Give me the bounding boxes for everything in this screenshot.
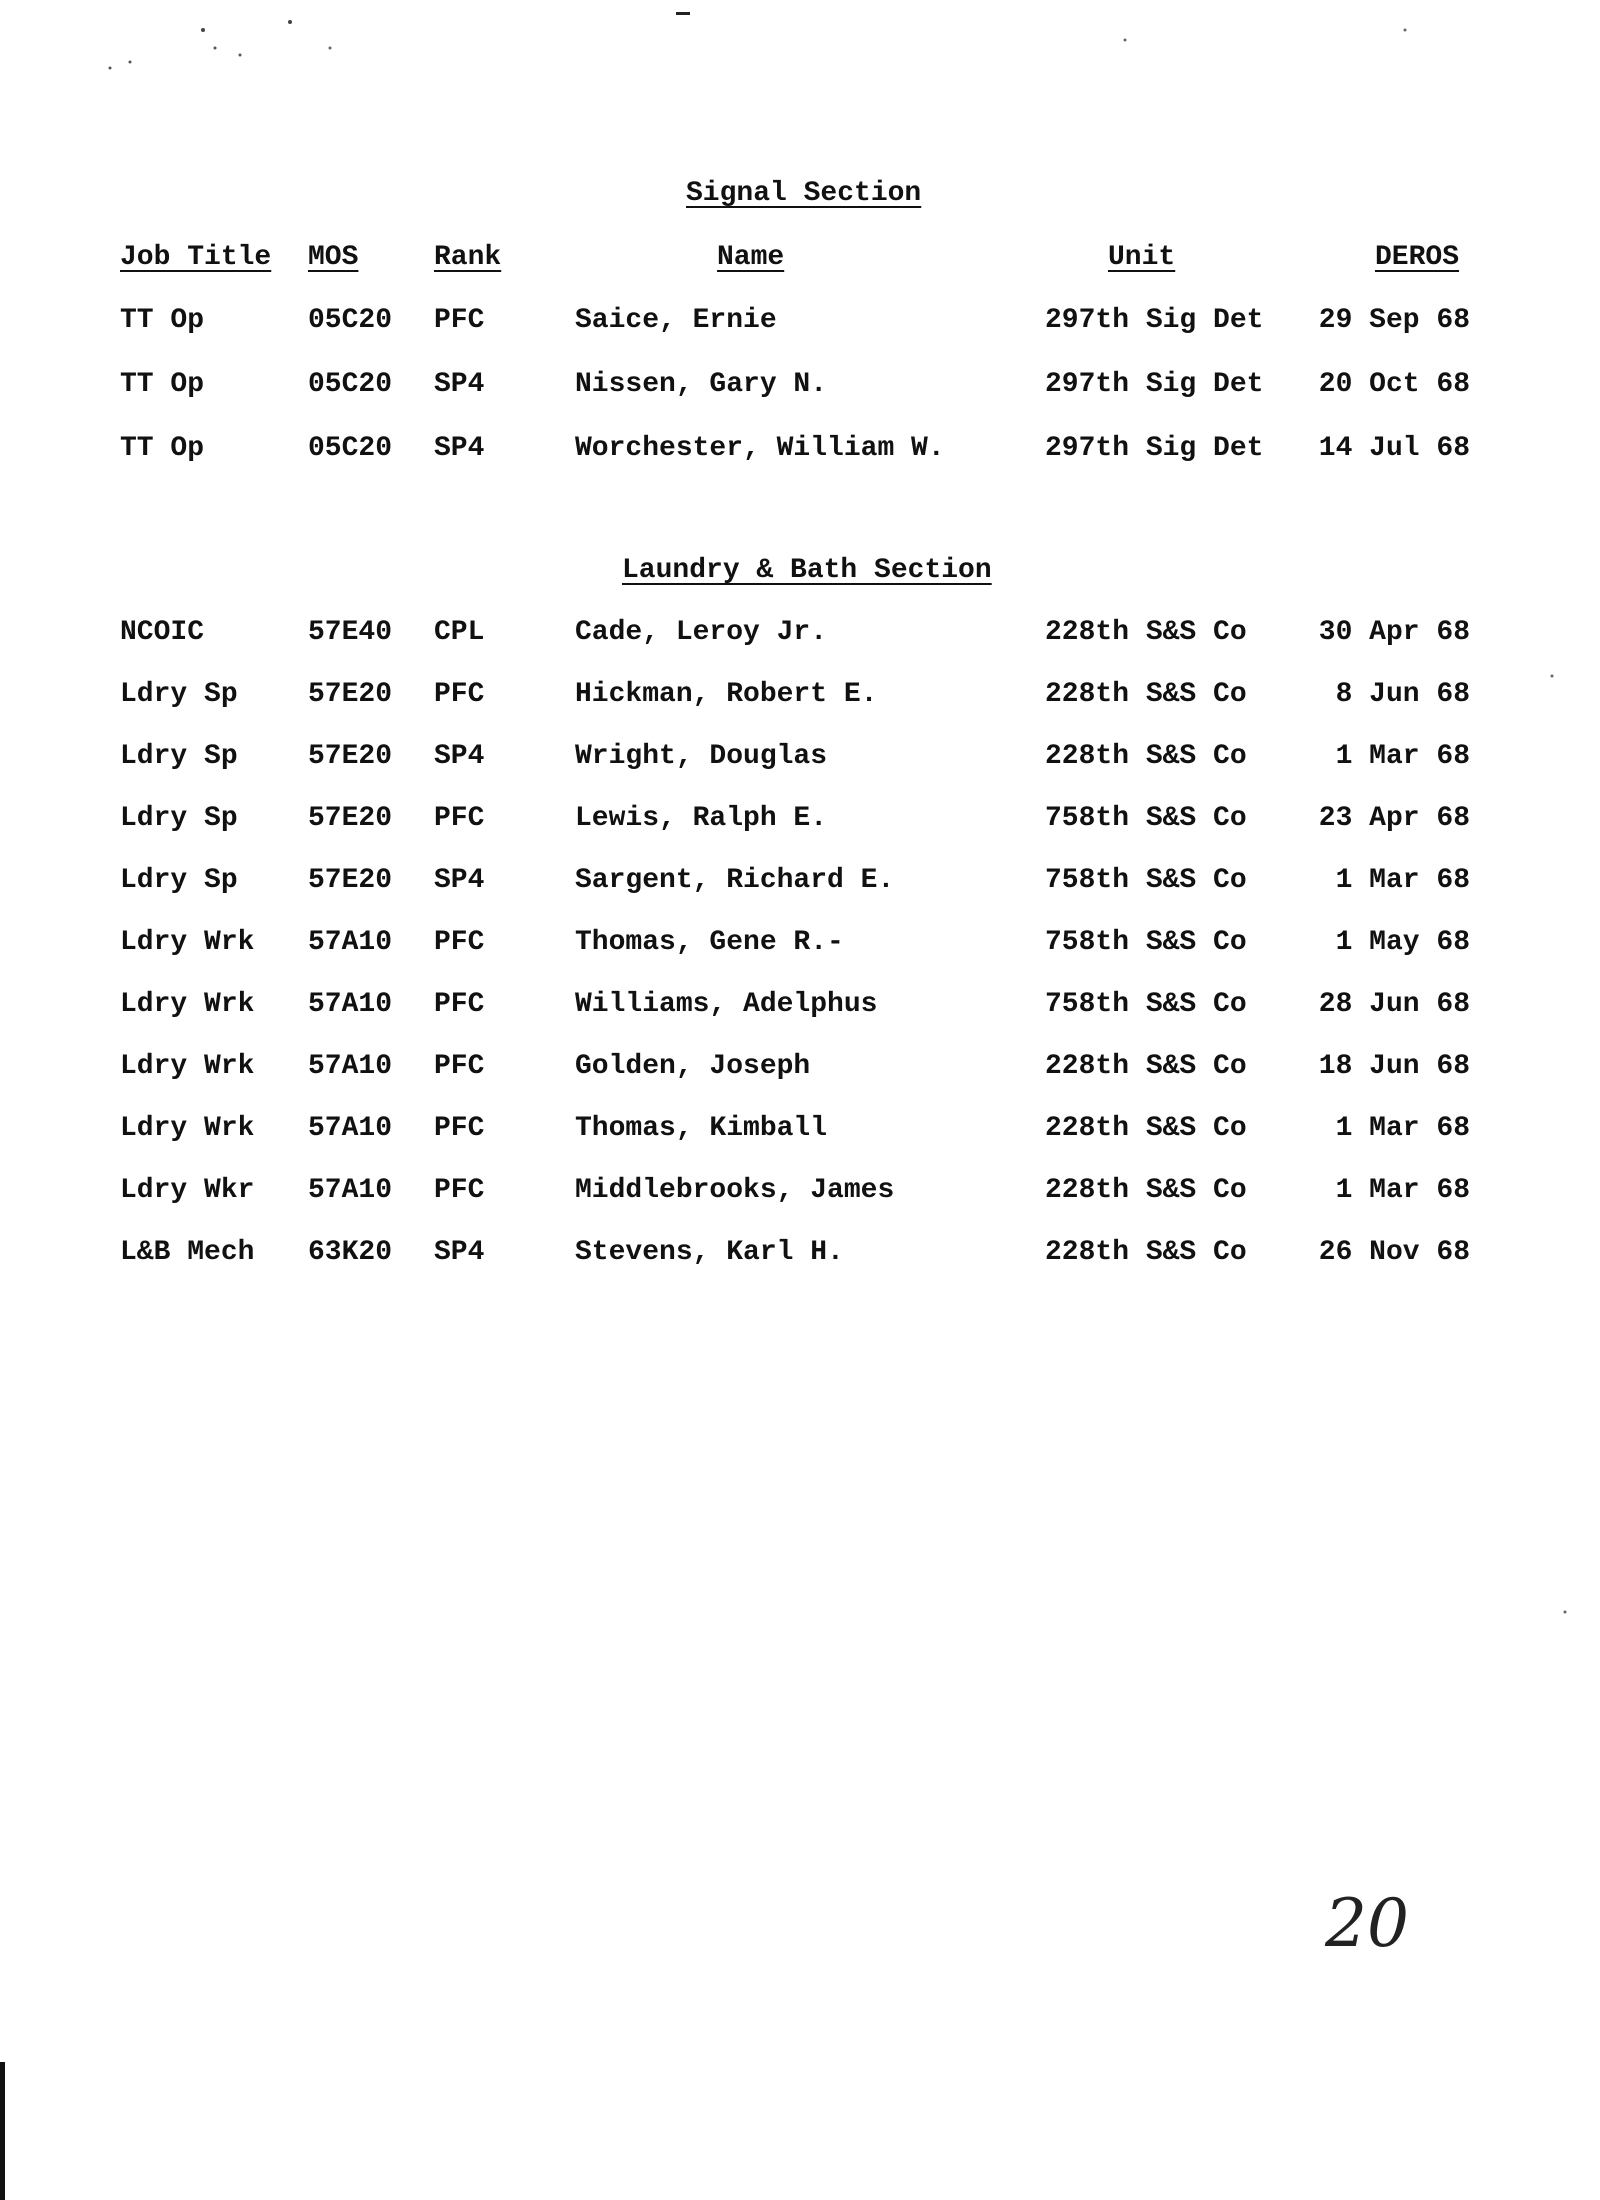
cell-deros: 28 Jun 68 [1318, 989, 1470, 1020]
cell-name: Wright, Douglas [575, 741, 828, 772]
table-row [0, 927, 1600, 967]
cell-name: Saice, Ernie [575, 305, 777, 336]
cell-unit: 297th Sig Det [1045, 369, 1264, 400]
cell-unit: 228th S&S Co [1045, 1113, 1247, 1144]
cell-mos: 57E20 [308, 803, 393, 834]
table-row [0, 305, 1600, 345]
cell-rank: PFC [434, 989, 485, 1020]
cell-mos: 57E20 [308, 865, 393, 896]
table-row [0, 803, 1600, 843]
cell-deros: 1 May 68 [1335, 927, 1470, 958]
table-header-row [0, 242, 1600, 282]
cell-job-title: Ldry Wrk [120, 1051, 255, 1082]
table-row [0, 1175, 1600, 1215]
cell-mos: 57A10 [308, 927, 393, 958]
table-row [0, 1051, 1600, 1091]
cell-rank: PFC [434, 1051, 485, 1082]
cell-name: Sargent, Richard E. [575, 865, 895, 896]
cell-deros: 14 Jul 68 [1318, 433, 1470, 464]
cell-job-title: TT Op [120, 369, 205, 400]
cell-unit: 228th S&S Co [1045, 617, 1247, 648]
cell-mos: 57E20 [308, 741, 393, 772]
cell-rank: PFC [434, 927, 485, 958]
header-mos: MOS [308, 242, 359, 273]
cell-job-title: Ldry Wrk [120, 927, 255, 958]
cell-name: Cade, Leroy Jr. [575, 617, 828, 648]
cell-mos: 63K20 [308, 1237, 393, 1268]
cell-name: Golden, Joseph [575, 1051, 811, 1082]
cell-unit: 228th S&S Co [1045, 1175, 1247, 1206]
cell-unit: 758th S&S Co [1045, 803, 1247, 834]
table-row [0, 989, 1600, 1029]
cell-rank: PFC [434, 803, 485, 834]
cell-name: Nissen, Gary N. [575, 369, 828, 400]
cell-deros: 18 Jun 68 [1318, 1051, 1470, 1082]
header-name: Name [717, 242, 785, 273]
cell-name: Lewis, Ralph E. [575, 803, 828, 834]
cell-deros: 1 Mar 68 [1335, 865, 1470, 896]
cell-rank: SP4 [434, 1237, 485, 1268]
cell-job-title: TT Op [120, 305, 205, 336]
cell-name: Worchester, William W. [575, 433, 945, 464]
cell-unit: 297th Sig Det [1045, 433, 1264, 464]
cell-job-title: Ldry Wrk [120, 1113, 255, 1144]
header-job-title: Job Title [120, 242, 272, 273]
cell-unit: 228th S&S Co [1045, 1051, 1247, 1082]
cell-job-title: Ldry Wrk [120, 989, 255, 1020]
cell-mos: 57A10 [308, 1113, 393, 1144]
cell-mos: 05C20 [308, 369, 393, 400]
cell-name: Thomas, Kimball [575, 1113, 828, 1144]
cell-job-title: TT Op [120, 433, 205, 464]
cell-name: Williams, Adelphus [575, 989, 878, 1020]
cell-mos: 05C20 [308, 433, 393, 464]
cell-unit: 228th S&S Co [1045, 741, 1247, 772]
cell-deros: 30 Apr 68 [1318, 617, 1470, 648]
cell-job-title: NCOIC [120, 617, 205, 648]
cell-mos: 57A10 [308, 989, 393, 1020]
cell-deros: 1 Mar 68 [1335, 1113, 1470, 1144]
cell-deros: 8 Jun 68 [1335, 679, 1470, 710]
cell-job-title: L&B Mech [120, 1237, 255, 1268]
laundry-section-title: Laundry & Bath Section [622, 555, 992, 586]
cell-rank: SP4 [434, 369, 485, 400]
table-row [0, 1113, 1600, 1153]
table-row [0, 617, 1600, 657]
cell-unit: 228th S&S Co [1045, 679, 1247, 710]
table-row [0, 865, 1600, 905]
cell-rank: SP4 [434, 433, 485, 464]
cell-deros: 1 Mar 68 [1335, 1175, 1470, 1206]
table-row [0, 741, 1600, 781]
cell-mos: 57E40 [308, 617, 393, 648]
cell-deros: 1 Mar 68 [1335, 741, 1470, 772]
table-row [0, 369, 1600, 409]
cell-unit: 758th S&S Co [1045, 927, 1247, 958]
cell-rank: SP4 [434, 741, 485, 772]
signal-section-title: Signal Section [686, 178, 922, 209]
cell-mos: 05C20 [308, 305, 393, 336]
cell-rank: CPL [434, 617, 485, 648]
cell-job-title: Ldry Sp [120, 679, 238, 710]
cell-job-title: Ldry Sp [120, 865, 238, 896]
cell-rank: SP4 [434, 865, 485, 896]
cell-job-title: Ldry Wkr [120, 1175, 255, 1206]
cell-unit: 297th Sig Det [1045, 305, 1264, 336]
header-unit: Unit [1108, 242, 1176, 273]
cell-deros: 26 Nov 68 [1318, 1237, 1470, 1268]
table-row [0, 433, 1600, 473]
table-row [0, 1237, 1600, 1277]
cell-unit: 758th S&S Co [1045, 865, 1247, 896]
cell-mos: 57A10 [308, 1175, 393, 1206]
cell-unit: 228th S&S Co [1045, 1237, 1247, 1268]
cell-deros: 23 Apr 68 [1318, 803, 1470, 834]
cell-mos: 57A10 [308, 1051, 393, 1082]
cell-deros: 20 Oct 68 [1318, 369, 1470, 400]
cell-name: Stevens, Karl H. [575, 1237, 844, 1268]
cell-job-title: Ldry Sp [120, 803, 238, 834]
cell-rank: PFC [434, 1175, 485, 1206]
cell-name: Middlebrooks, James [575, 1175, 895, 1206]
cell-name: Hickman, Robert E. [575, 679, 878, 710]
header-deros: DEROS [1375, 242, 1460, 273]
handwritten-page-number: 20 [1325, 1885, 1409, 1962]
cell-unit: 758th S&S Co [1045, 989, 1247, 1020]
cell-rank: PFC [434, 1113, 485, 1144]
cell-rank: PFC [434, 679, 485, 710]
cell-mos: 57E20 [308, 679, 393, 710]
table-row [0, 679, 1600, 719]
cell-rank: PFC [434, 305, 485, 336]
cell-job-title: Ldry Sp [120, 741, 238, 772]
cell-deros: 29 Sep 68 [1318, 305, 1470, 336]
cell-name: Thomas, Gene R.- [575, 927, 844, 958]
header-rank: Rank [434, 242, 502, 273]
